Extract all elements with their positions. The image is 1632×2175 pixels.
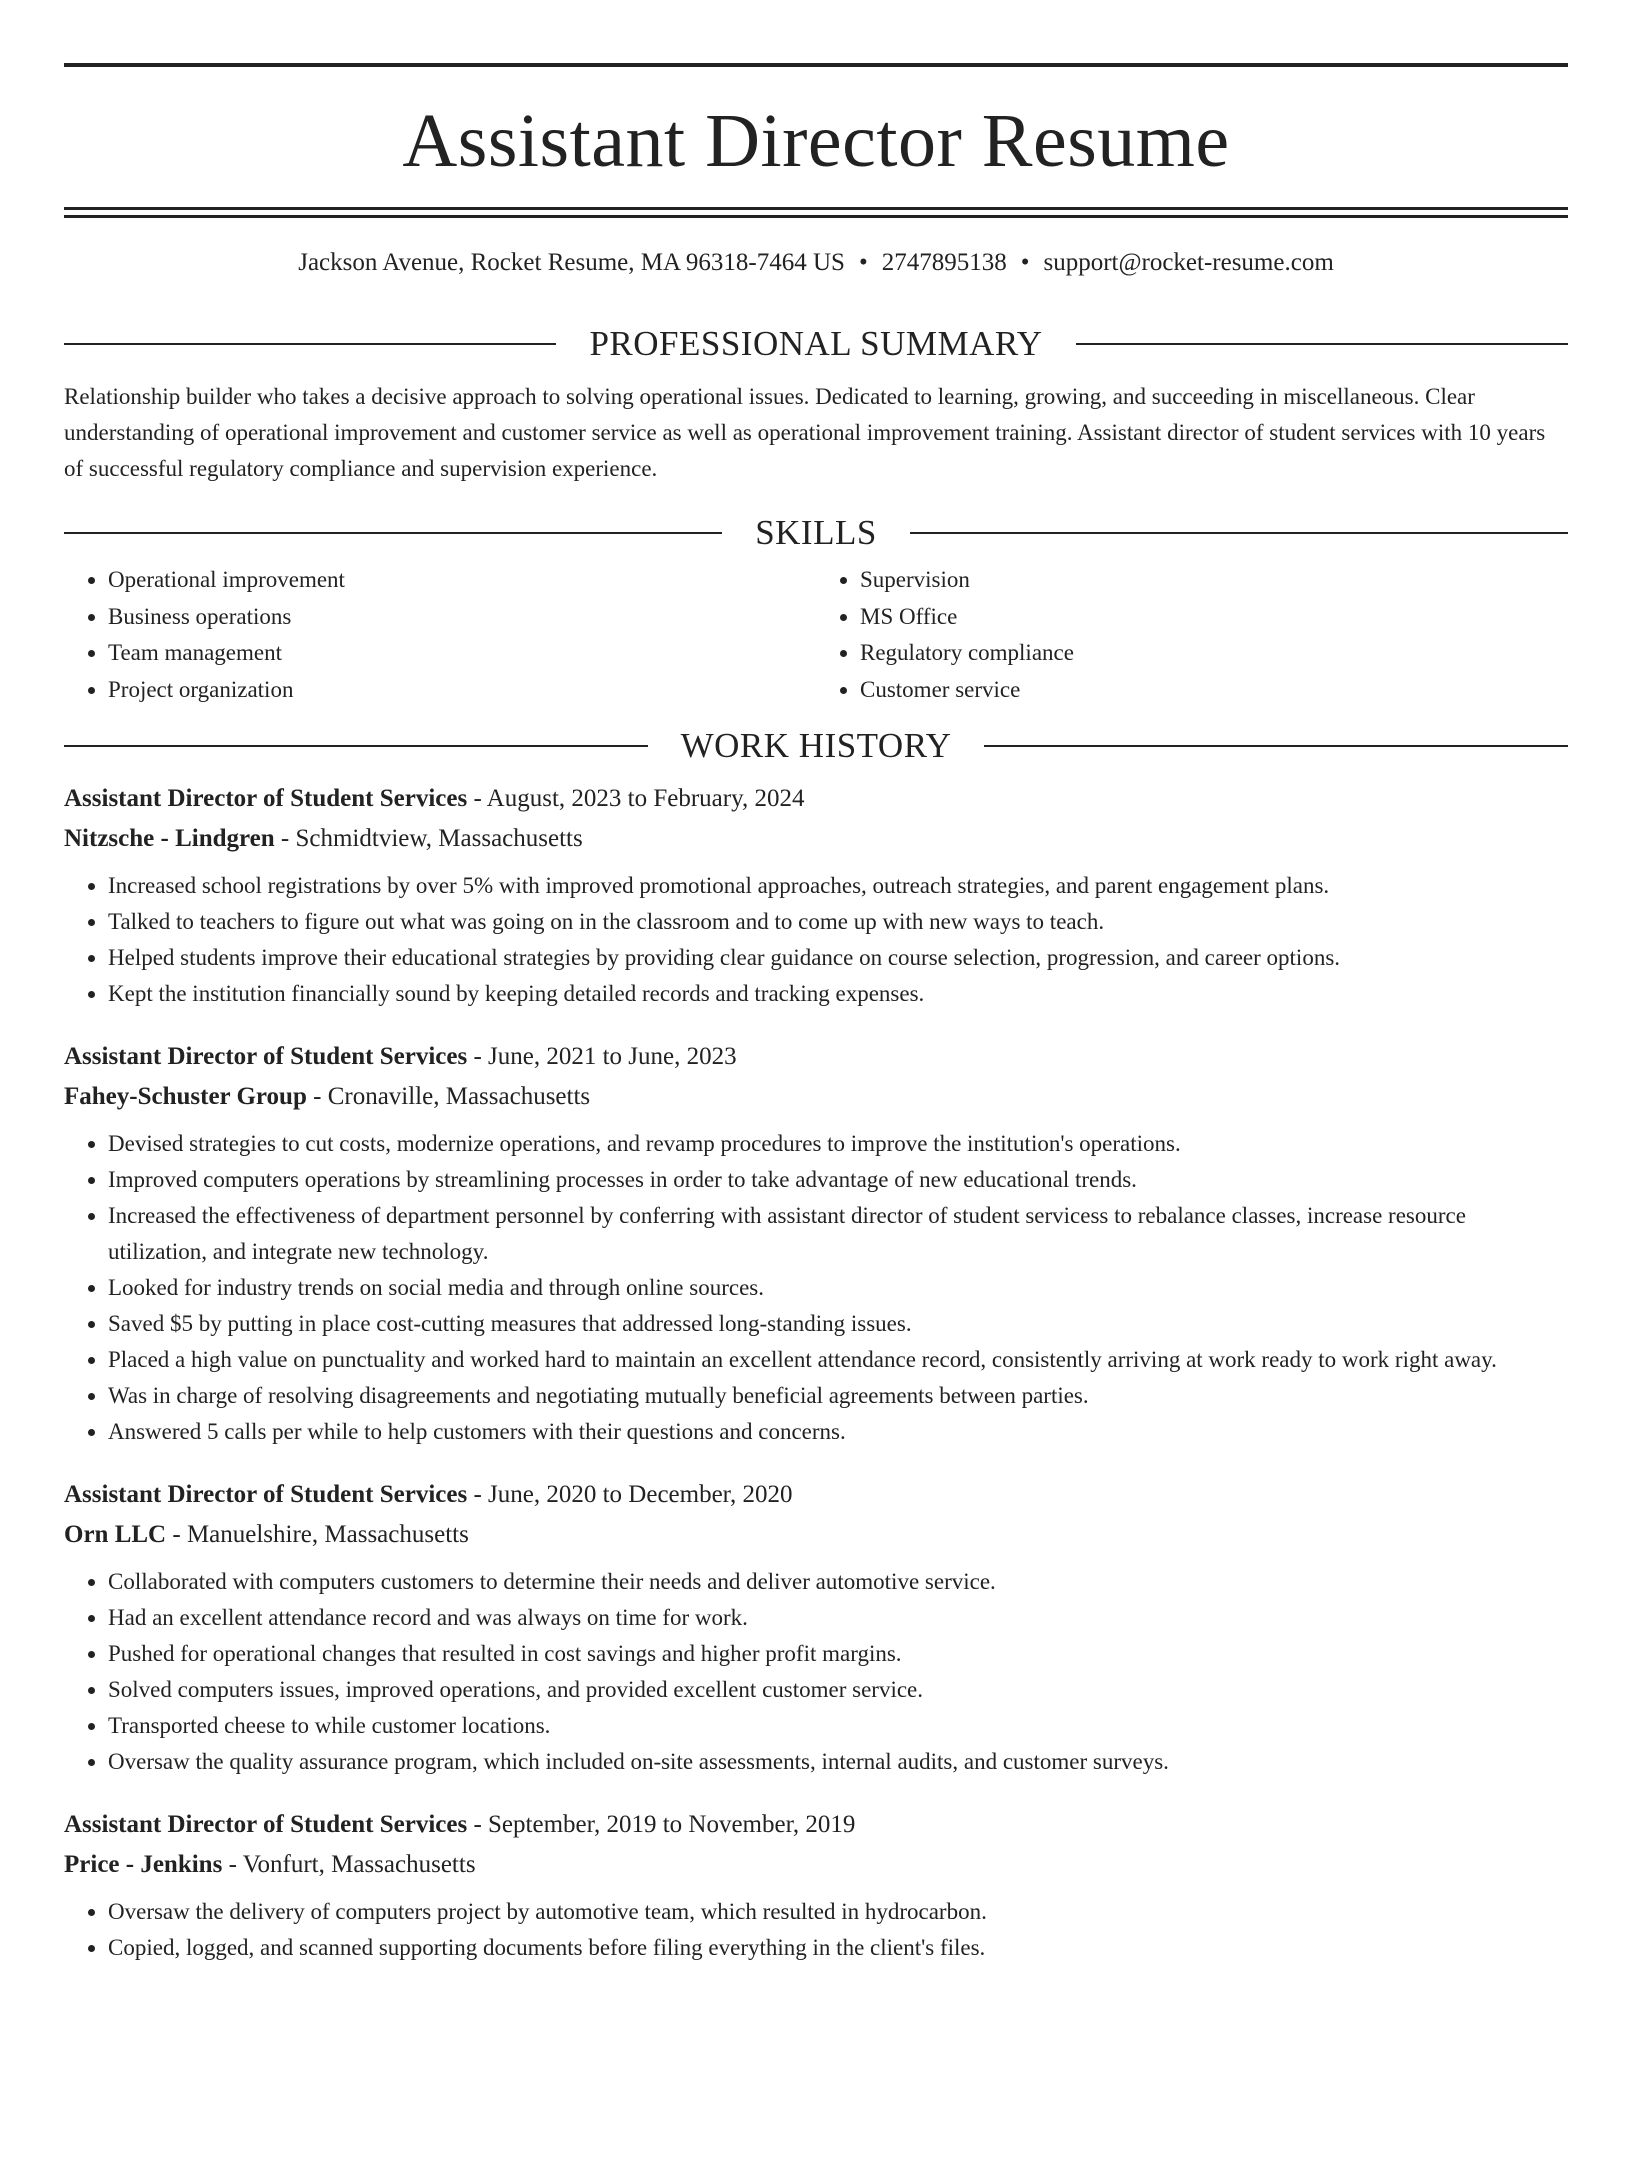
job-bullet: • Improved computers operations by streamlining processes in order to take advantage of new educational trends. [108,1162,1568,1198]
job-title: Assistant Director of Student Services [64,1043,468,1070]
job-entry [64,1037,1568,1450]
job-bullet: • Kept the institution financially sound by keeping detailed records and tracking expenses. [108,976,1568,1012]
job-location: Schmidtview, Massachusetts [295,825,583,852]
skill-item: • MS Office [860,599,1568,636]
job-bullets [64,1126,1568,1450]
top-rule [64,63,1568,67]
job-company: Fahey-Schuster Group [64,1083,307,1110]
skills-heading-label: SKILLS [755,513,877,552]
job-bullet: • Collaborated with computers customers to determine their needs and deliver automotive service. [108,1564,1568,1600]
skill-item: • Customer service [860,672,1568,709]
skills-heading [64,515,1568,550]
job-bullet: • Copied, logged, and scanned supporting documents before filing everything in the client's files. [108,1930,1568,1966]
job-company: Nitzsche - Lindgren [64,825,275,852]
job-bullet: • Increased school registrations by over 5% with improved promotional approaches, outreach strategies, and parent engagement plans. [108,868,1568,904]
job-bullet: • Solved computers issues, improved operations, and provided excellent customer service. [108,1672,1568,1708]
job-bullets [64,868,1568,1012]
contact-address: Jackson Avenue, Rocket Resume, MA 96318-7464 US [298,249,845,276]
heading-rule [1076,343,1568,345]
job-bullet: • Talked to teachers to figure out what was going on in the classroom and to come up with new ways to teach. [108,904,1568,940]
contact-separator: • [1020,249,1030,276]
job-company: Orn LLC [64,1521,167,1548]
job-dates: June, 2020 to December, 2020 [488,1481,793,1508]
title-double-rule [64,207,1568,218]
contact-phone: 2747895138 [881,249,1007,276]
heading-rule [910,532,1568,534]
skill-item: • Project organization [108,672,816,709]
job-bullet: • Oversaw the delivery of computers project by automotive team, which resulted in hydrocarbon. [108,1894,1568,1930]
job-title-line: Assistant Director of Student Services - September, 2019 to November, 2019 [64,1811,856,1838]
job-company-line: Orn LLC - Manuelshire, Massachusetts [64,1521,469,1548]
job-location: Vonfurt, Massachusetts [242,1851,476,1878]
skills-column-right [816,562,1568,708]
job-company-line: Nitzsche - Lindgren - Schmidtview, Massachusetts [64,825,583,852]
job-title-line: Assistant Director of Student Services - June, 2021 to June, 2023 [64,1043,737,1070]
heading-rule [64,532,722,534]
job-bullet: • Increased the effectiveness of department personnel by conferring with assistant director of student servicess to rebalance classes, increase resource utilization, and integrate new technology. [108,1198,1568,1270]
job-bullet: • Had an excellent attendance record and was always on time for work. [108,1600,1568,1636]
skills-column-left [64,562,816,708]
skill-item: • Operational improvement [108,562,816,599]
job-bullet: • Placed a high value on punctuality and worked hard to maintain an excellent attendance record, consistently arriving at work ready to work right away. [108,1342,1568,1378]
job-bullet: • Helped students improve their educational strategies by providing clear guidance on course selection, progression, and career options. [108,940,1568,976]
work-heading [64,728,1568,763]
skill-item: • Business operations [108,599,816,636]
heading-rule [64,343,556,345]
skill-item: • Regulatory compliance [860,635,1568,672]
skill-item: • Team management [108,635,816,672]
job-title: Assistant Director of Student Services [64,1811,468,1838]
skill-item: • Supervision [860,562,1568,599]
skills-list [64,562,1568,708]
contact-email: support@rocket-resume.com [1043,249,1334,276]
job-bullets [64,1894,1568,1966]
job-entry [64,779,1568,1012]
job-company: Price - Jenkins [64,1851,223,1878]
job-title: Assistant Director of Student Services [64,1481,468,1508]
job-bullet: • Saved $5 by putting in place cost-cutting measures that addressed long-standing issues. [108,1306,1568,1342]
job-title: Assistant Director of Student Services [64,785,468,812]
job-bullet: • Oversaw the quality assurance program, which included on-site assessments, internal audits, and customer surveys. [108,1744,1568,1780]
summary-text: Relationship builder who takes a decisive approach to solving operational issues. Dedicated to learning, growing, and succeeding in miscellaneous. Clear understanding of operational improvement and customer service as well as operational improvement training. Assistant director of student services with 10 years of successful regulatory compliance and supervision experience. [64,384,1546,481]
contact-line [64,248,1568,278]
contact-separator: • [858,249,868,276]
job-bullet: • Was in charge of resolving disagreements and negotiating mutually beneficial agreements between parties. [108,1378,1568,1414]
resume-page [0,63,1632,2175]
work-heading-label: WORK HISTORY [680,726,952,765]
job-bullets [64,1564,1568,1780]
job-entry [64,1805,1568,1966]
job-company-line: Price - Jenkins - Vonfurt, Massachusetts [64,1851,476,1878]
document-title: Assistant Director Resume [402,99,1230,183]
job-title-line: Assistant Director of Student Services - August, 2023 to February, 2024 [64,785,805,812]
summary-heading [64,326,1568,361]
job-entry [64,1475,1568,1780]
job-dates: August, 2023 to February, 2024 [486,785,805,812]
heading-rule [64,745,648,747]
job-company-line: Fahey-Schuster Group - Cronaville, Massachusetts [64,1083,591,1110]
job-location: Cronaville, Massachusetts [327,1083,591,1110]
summary-heading-label: PROFESSIONAL SUMMARY [589,324,1043,363]
job-bullet: • Answered 5 calls per while to help customers with their questions and concerns. [108,1414,1568,1450]
heading-rule [984,745,1568,747]
job-dates: September, 2019 to November, 2019 [488,1811,856,1838]
job-location: Manuelshire, Massachusetts [186,1521,469,1548]
job-bullet: • Pushed for operational changes that resulted in cost savings and higher profit margins. [108,1636,1568,1672]
job-bullet: • Transported cheese to while customer locations. [108,1708,1568,1744]
job-bullet: • Devised strategies to cut costs, modernize operations, and revamp procedures to improve the institution's operations. [108,1126,1568,1162]
job-title-line: Assistant Director of Student Services - June, 2020 to December, 2020 [64,1481,793,1508]
job-bullet: • Looked for industry trends on social media and through online sources. [108,1270,1568,1306]
job-dates: June, 2021 to June, 2023 [488,1043,737,1070]
